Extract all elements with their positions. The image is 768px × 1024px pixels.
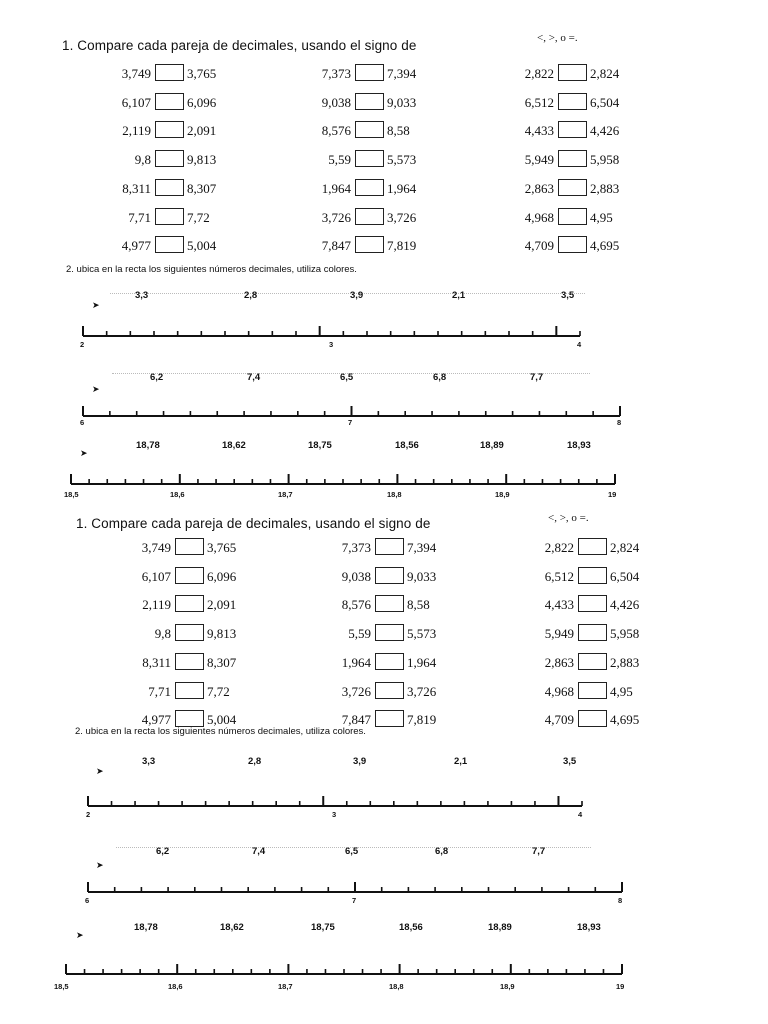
- decimal-left: 1,964: [321, 180, 351, 196]
- decimal-right: 2,883: [610, 654, 640, 670]
- ruler-label-start: 2: [86, 810, 91, 819]
- answer-box[interactable]: [558, 236, 587, 253]
- answer-box[interactable]: [558, 64, 587, 81]
- decimal-pair: [105, 92, 235, 112]
- number-line-ruler: [0, 322, 768, 352]
- arrowhead-icon: ➤: [92, 384, 100, 394]
- answer-box[interactable]: [355, 179, 384, 196]
- decimal-pair: [125, 566, 255, 586]
- decimal-pair: [528, 652, 658, 672]
- decimal-left: 6,512: [524, 94, 554, 110]
- comparison-signs: <, >, o =.: [537, 32, 578, 44]
- decimal-left: 4,433: [524, 123, 554, 139]
- ruler-tick-label: 18,7: [278, 490, 293, 499]
- decimal-pair: [325, 623, 455, 643]
- decimal-left: 1,964: [341, 654, 371, 670]
- decimal-left: 4,433: [544, 597, 574, 613]
- decimal-right: 3,765: [187, 66, 217, 81]
- decimal-pair: [125, 537, 255, 557]
- comparison-signs: <, >, o =.: [548, 512, 589, 524]
- answer-box[interactable]: [175, 624, 204, 641]
- ruler-tick-label: 18,8: [387, 490, 402, 499]
- decimal-pair: [305, 178, 435, 198]
- arrowhead-icon: ➤: [92, 300, 100, 310]
- decimal-right: 6,096: [187, 94, 217, 110]
- decimal-right: 4,95: [610, 683, 633, 699]
- answer-box[interactable]: [155, 179, 184, 196]
- answer-box[interactable]: [578, 538, 607, 555]
- ruler-label-start: 6: [85, 896, 90, 905]
- decimal-right: 2,824: [590, 66, 620, 81]
- decimal-right: 7,819: [407, 712, 437, 728]
- decimal-pair: [105, 235, 235, 255]
- decimal-to-place: 18,89: [488, 922, 512, 933]
- answer-box[interactable]: [578, 682, 607, 699]
- decimal-to-place: 18,75: [311, 922, 335, 933]
- ruler-tick-label: 18,8: [389, 982, 404, 991]
- answer-box[interactable]: [155, 121, 184, 138]
- decimal-left: 9,038: [321, 94, 351, 110]
- decimal-to-place: 7,7: [530, 372, 544, 383]
- answer-box[interactable]: [175, 538, 204, 555]
- number-line-ruler: [0, 402, 768, 432]
- answer-box[interactable]: [558, 93, 587, 110]
- decimal-left: 6,512: [544, 568, 574, 584]
- decimal-to-place: 2,8: [248, 756, 262, 767]
- decimal-right: 5,004: [207, 712, 237, 728]
- decimal-left: 2,863: [524, 180, 554, 196]
- decimal-to-place: 18,56: [395, 440, 419, 451]
- decimal-right: 2,883: [590, 180, 620, 196]
- decimal-right: 5,573: [387, 152, 417, 168]
- decimal-left: 8,576: [341, 597, 371, 613]
- decimal-left: 4,968: [544, 683, 574, 699]
- decimal-left: 7,373: [321, 66, 351, 81]
- decimal-left: 7,847: [341, 712, 371, 728]
- decimal-to-place: 2,1: [454, 756, 468, 767]
- decimal-left: 2,822: [524, 66, 554, 81]
- answer-box[interactable]: [375, 710, 404, 727]
- answer-box[interactable]: [375, 567, 404, 584]
- answer-box[interactable]: [155, 93, 184, 110]
- decimal-left: 3,749: [141, 540, 171, 555]
- arrowhead-icon: ➤: [96, 766, 104, 776]
- decimal-left: 5,59: [328, 152, 351, 168]
- ruler-tick-label: 18,6: [170, 490, 185, 499]
- decimal-right: 1,964: [387, 180, 417, 196]
- decimal-right: 6,096: [207, 568, 237, 584]
- decimal-right: 4,95: [590, 209, 613, 225]
- answer-box[interactable]: [375, 538, 404, 555]
- decimal-right: 3,765: [207, 540, 237, 555]
- decimal-left: 8,576: [321, 123, 351, 139]
- answer-box[interactable]: [355, 121, 384, 138]
- decimal-left: 9,038: [341, 568, 371, 584]
- ruler-tick-label: 18,9: [495, 490, 510, 499]
- decimal-to-place: 18,62: [222, 440, 246, 451]
- decimal-pair: [508, 178, 638, 198]
- decimal-pair: [305, 149, 435, 169]
- decimal-right: 8,58: [387, 123, 410, 139]
- decimal-to-place: 7,4: [247, 372, 261, 383]
- decimal-right: 3,726: [387, 209, 417, 225]
- decimal-pair: [325, 537, 455, 557]
- ruler-label-mid: 7: [352, 896, 357, 905]
- decimal-to-place: 2,8: [244, 290, 258, 301]
- answer-box[interactable]: [375, 595, 404, 612]
- exercise-1-heading: 1. Compare cada pareja de decimales, usando el signo de: [62, 38, 417, 53]
- answer-box[interactable]: [355, 150, 384, 167]
- decimal-left: 3,749: [121, 66, 151, 81]
- decimal-to-place: 18,78: [136, 440, 160, 451]
- decimal-right: 7,819: [387, 238, 417, 254]
- decimal-pair: [125, 681, 255, 701]
- decimal-pair: [508, 149, 638, 169]
- answer-box[interactable]: [558, 121, 587, 138]
- answer-box[interactable]: [175, 567, 204, 584]
- decimal-pair: [528, 709, 658, 729]
- decimal-pair: [305, 120, 435, 140]
- answer-box[interactable]: [375, 682, 404, 699]
- decimal-right: 3,726: [407, 683, 437, 699]
- decimal-right: 5,958: [610, 626, 640, 642]
- decimal-to-place: 18,62: [220, 922, 244, 933]
- ruler-tick-label: 18,9: [500, 982, 515, 991]
- decimal-pair: [105, 178, 235, 198]
- answer-box[interactable]: [355, 64, 384, 81]
- number-line-ruler: [8, 792, 768, 822]
- ruler-tick-label: 18,5: [54, 982, 69, 991]
- decimal-pair: [125, 594, 255, 614]
- decimal-right: 6,504: [610, 568, 640, 584]
- decimal-to-place: 6,5: [340, 372, 354, 383]
- decimal-left: 7,71: [148, 683, 171, 699]
- decimal-left: 6,107: [141, 568, 171, 584]
- decimal-right: 7,72: [207, 683, 230, 699]
- decimal-left: 8,311: [122, 180, 151, 196]
- decimal-right: 2,091: [187, 123, 217, 139]
- decimal-to-place: 3,3: [135, 290, 149, 301]
- answer-box[interactable]: [355, 236, 384, 253]
- ruler-label-mid: 3: [329, 340, 334, 349]
- decimal-pair: [528, 623, 658, 643]
- decimal-left: 2,822: [544, 540, 574, 555]
- arrowhead-icon: ➤: [80, 448, 88, 458]
- ruler-label-mid: 7: [348, 418, 353, 427]
- decimal-to-place: 3,9: [350, 290, 364, 301]
- decimal-left: 4,709: [524, 238, 554, 254]
- answer-box[interactable]: [578, 653, 607, 670]
- decimal-right: 4,426: [590, 123, 620, 139]
- decimal-right: 8,307: [187, 180, 217, 196]
- dotted-guide: [110, 293, 585, 294]
- decimal-pair: [528, 566, 658, 586]
- decimal-right: 7,72: [187, 209, 210, 225]
- decimal-to-place: 3,5: [563, 756, 577, 767]
- decimal-pair: [105, 120, 235, 140]
- decimal-to-place: 3,9: [353, 756, 367, 767]
- decimal-pair: [305, 63, 435, 83]
- decimal-right: 8,58: [407, 597, 430, 613]
- answer-box[interactable]: [155, 236, 184, 253]
- decimal-to-place: 3,3: [142, 756, 156, 767]
- decimal-to-place: 18,78: [134, 922, 158, 933]
- answer-box[interactable]: [578, 710, 607, 727]
- ruler-label-end: 8: [617, 418, 622, 427]
- answer-box[interactable]: [175, 682, 204, 699]
- decimal-right: 4,695: [610, 712, 640, 728]
- decimal-pair: [508, 92, 638, 112]
- decimal-pair: [105, 207, 235, 227]
- decimal-right: 7,394: [407, 540, 437, 555]
- decimal-left: 5,949: [544, 626, 574, 642]
- number-line-ruler: [8, 960, 768, 990]
- decimal-to-place: 2,1: [452, 290, 466, 301]
- decimal-right: 5,004: [187, 238, 217, 254]
- decimal-pair: [105, 149, 235, 169]
- decimal-left: 9,8: [154, 626, 171, 642]
- decimal-to-place: 18,93: [577, 922, 601, 933]
- decimal-pair: [325, 594, 455, 614]
- decimal-left: 2,863: [544, 654, 574, 670]
- decimal-to-place: 18,75: [308, 440, 332, 451]
- exercise-1-heading: 1. Compare cada pareja de decimales, usando el signo de: [76, 516, 431, 531]
- decimal-pair: [105, 63, 235, 83]
- answer-box[interactable]: [355, 208, 384, 225]
- answer-box[interactable]: [155, 208, 184, 225]
- decimal-to-place: 7,7: [532, 846, 546, 857]
- decimal-left: 4,977: [121, 238, 151, 254]
- decimal-left: 7,71: [128, 209, 151, 225]
- decimal-pair: [305, 92, 435, 112]
- answer-box[interactable]: [558, 179, 587, 196]
- decimal-right: 9,033: [407, 568, 437, 584]
- ruler-label-end: 4: [577, 340, 582, 349]
- answer-box[interactable]: [578, 567, 607, 584]
- ruler-label-start: 6: [80, 418, 85, 427]
- exercise-2-instruction: 2. ubica en la recta los siguientes números decimales, utiliza colores.: [75, 726, 366, 737]
- decimal-left: 3,726: [341, 683, 371, 699]
- answer-box[interactable]: [558, 150, 587, 167]
- decimal-right: 9,033: [387, 94, 417, 110]
- answer-box[interactable]: [578, 624, 607, 641]
- decimal-pair: [528, 594, 658, 614]
- answer-box[interactable]: [375, 624, 404, 641]
- decimal-left: 7,373: [341, 540, 371, 555]
- decimal-right: 5,573: [407, 626, 437, 642]
- ruler-tick-label: 18,5: [64, 490, 79, 499]
- decimal-left: 7,847: [321, 238, 351, 254]
- ruler-tick-label: 18,6: [168, 982, 183, 991]
- decimal-pair: [508, 235, 638, 255]
- ruler-label-end: 4: [578, 810, 583, 819]
- decimal-left: 5,949: [524, 152, 554, 168]
- decimal-left: 2,119: [122, 123, 151, 139]
- decimal-right: 4,695: [590, 238, 620, 254]
- decimal-left: 6,107: [121, 94, 151, 110]
- ruler-label-end: 8: [618, 896, 623, 905]
- arrowhead-icon: ➤: [76, 930, 84, 940]
- decimal-to-place: 18,56: [399, 922, 423, 933]
- answer-box[interactable]: [175, 710, 204, 727]
- decimal-to-place: 18,89: [480, 440, 504, 451]
- decimal-pair: [508, 63, 638, 83]
- answer-box[interactable]: [175, 595, 204, 612]
- decimal-right: 2,091: [207, 597, 237, 613]
- decimal-left: 3,726: [321, 209, 351, 225]
- decimal-to-place: 6,8: [435, 846, 449, 857]
- decimal-pair: [305, 235, 435, 255]
- decimal-pair: [528, 681, 658, 701]
- decimal-right: 6,504: [590, 94, 620, 110]
- decimal-to-place: 18,93: [567, 440, 591, 451]
- decimal-left: 2,119: [142, 597, 171, 613]
- decimal-pair: [508, 207, 638, 227]
- ruler-tick-label: 19: [616, 982, 625, 991]
- decimal-pair: [528, 537, 658, 557]
- decimal-to-place: 6,5: [345, 846, 359, 857]
- decimal-left: 4,977: [141, 712, 171, 728]
- exercise-2-instruction: 2. ubica en la recta los siguientes números decimales, utiliza colores.: [66, 264, 357, 275]
- ruler-tick-label: 19: [608, 490, 617, 499]
- decimal-right: 2,824: [610, 540, 640, 555]
- ruler-label-start: 2: [80, 340, 85, 349]
- decimal-right: 1,964: [407, 654, 437, 670]
- answer-box[interactable]: [155, 64, 184, 81]
- arrowhead-icon: ➤: [96, 860, 104, 870]
- decimal-pair: [125, 652, 255, 672]
- decimal-right: 7,394: [387, 66, 417, 81]
- decimal-left: 4,709: [544, 712, 574, 728]
- decimal-left: 9,8: [134, 152, 151, 168]
- ruler-tick-label: 18,7: [278, 982, 293, 991]
- answer-box[interactable]: [578, 595, 607, 612]
- decimal-right: 8,307: [207, 654, 237, 670]
- decimal-left: 8,311: [142, 654, 171, 670]
- decimal-to-place: 6,2: [156, 846, 170, 857]
- decimal-to-place: 6,2: [150, 372, 164, 383]
- decimal-pair: [125, 623, 255, 643]
- decimal-left: 5,59: [348, 626, 371, 642]
- answer-box[interactable]: [558, 208, 587, 225]
- answer-box[interactable]: [375, 653, 404, 670]
- decimal-pair: [325, 652, 455, 672]
- answer-box[interactable]: [175, 653, 204, 670]
- decimal-right: 4,426: [610, 597, 640, 613]
- number-line-ruler: [0, 470, 768, 500]
- decimal-pair: [508, 120, 638, 140]
- decimal-right: 9,813: [207, 626, 237, 642]
- answer-box[interactable]: [155, 150, 184, 167]
- ruler-label-mid: 3: [332, 810, 337, 819]
- decimal-to-place: 6,8: [433, 372, 447, 383]
- decimal-left: 4,968: [524, 209, 554, 225]
- answer-box[interactable]: [355, 93, 384, 110]
- decimal-to-place: 7,4: [252, 846, 266, 857]
- decimal-to-place: 3,5: [561, 290, 575, 301]
- decimal-pair: [325, 566, 455, 586]
- number-line-ruler: [8, 878, 768, 908]
- decimal-pair: [305, 207, 435, 227]
- decimal-right: 9,813: [187, 152, 217, 168]
- decimal-right: 5,958: [590, 152, 620, 168]
- decimal-pair: [325, 681, 455, 701]
